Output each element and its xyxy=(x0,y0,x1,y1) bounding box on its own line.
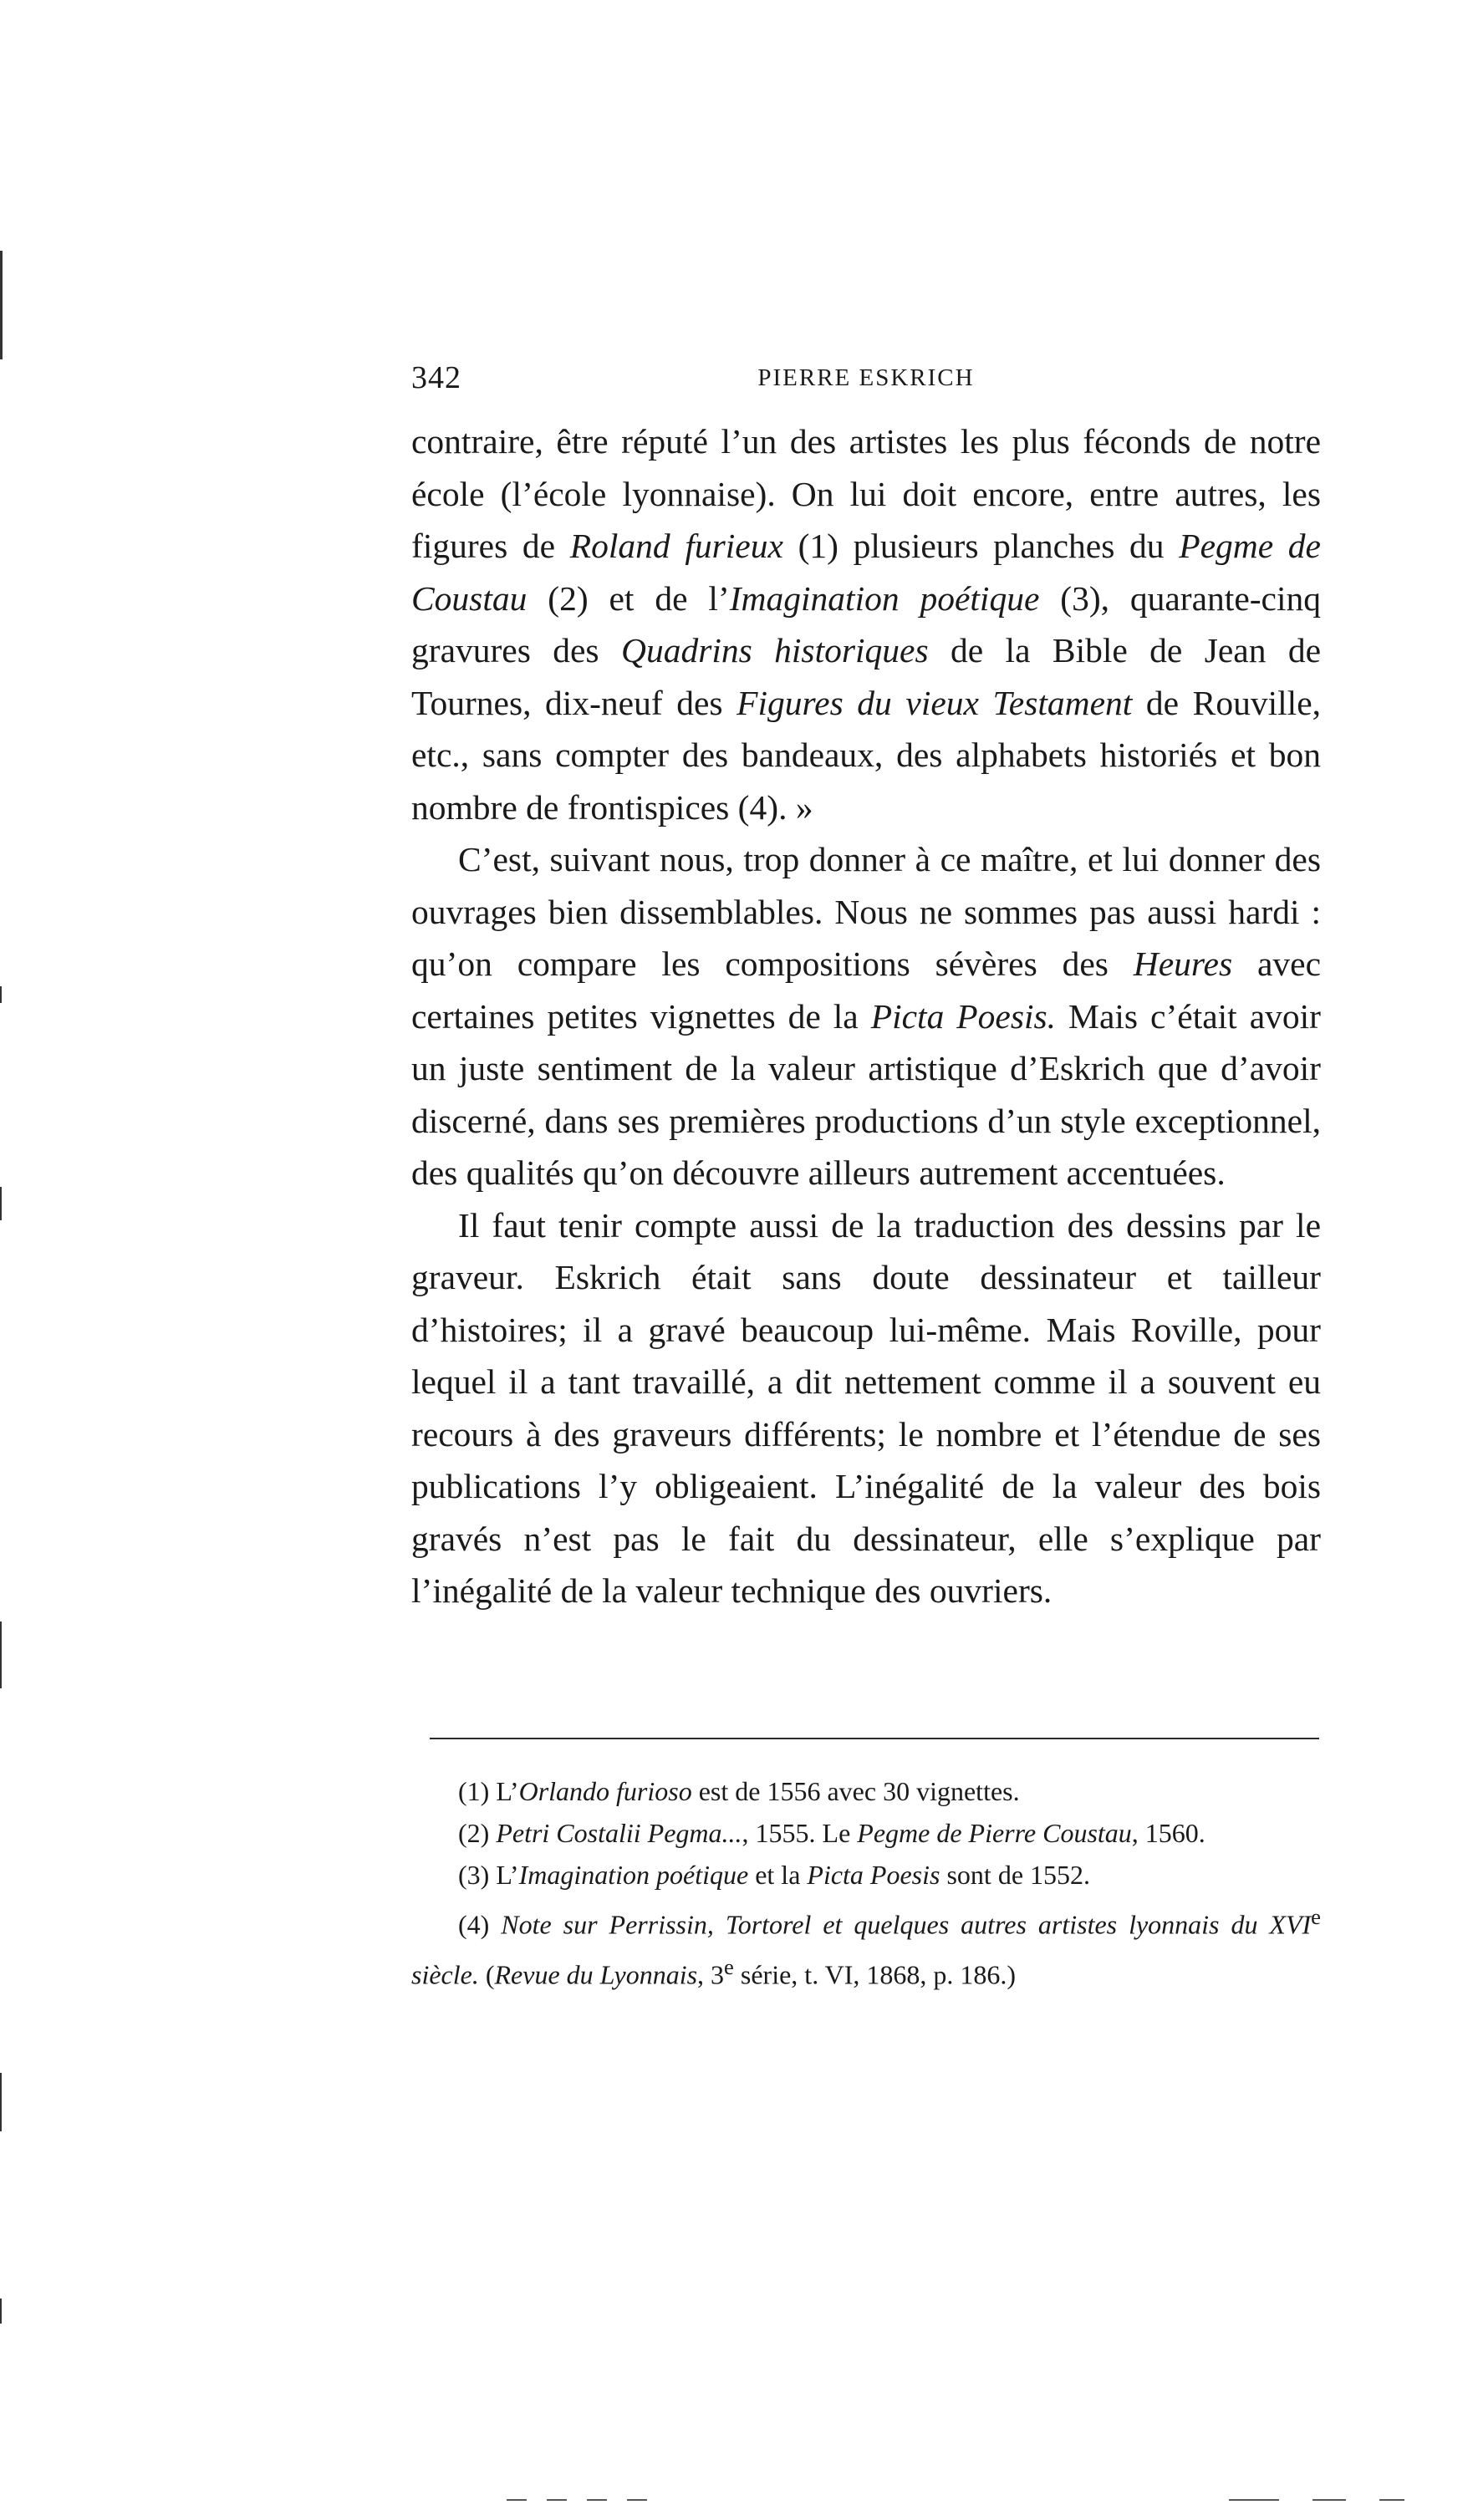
scan-bottom-dash xyxy=(1379,2499,1404,2501)
footnotes xyxy=(411,1770,1321,1995)
italic-title: Roland furieux xyxy=(569,527,783,565)
italic-title: Pegme de Coustau xyxy=(411,527,1321,618)
text-run: avec certaines petites vignettes de la xyxy=(411,944,1321,1036)
text-run: contraire, être réputé l’un des artistes les plus féconds de notre école (l’école lyonnaise). On lui doit encore, entre autres, les figures de xyxy=(411,422,1321,565)
italic-title: siècle. xyxy=(411,1959,479,1990)
scan-edge-mark xyxy=(0,2299,2,2324)
text-run: série, t. VI, 1868, p. 186.) xyxy=(733,1959,1017,1990)
page-number: 342 xyxy=(411,360,461,395)
text-run: (1) plusieurs planches du xyxy=(782,527,1180,565)
scan-edge-mark xyxy=(0,2073,2,2131)
scan-bottom-dash xyxy=(1312,2499,1346,2501)
scan-edge-mark xyxy=(0,986,2,1003)
scan-edge-mark xyxy=(0,1187,2,1220)
italic-title: Pegme de Pierre Coustau xyxy=(857,1818,1132,1848)
text-run: ( xyxy=(478,1959,495,1990)
page-header xyxy=(411,359,1321,410)
text-run: de Rouville, etc., sans compter des bandeaux, des alphabets historiés et bon nombre de frontispices (4). » xyxy=(411,683,1321,827)
italic-title: Imagination poétique xyxy=(729,578,1040,618)
italic-title: Picta Poesis. xyxy=(870,996,1057,1036)
text-run: (3), quarante-cinq gravures des xyxy=(411,578,1322,669)
text-run: C’est, suivant nous, trop donner à ce maître, et lui donner des ouvrages bien dissemblables. Nous ne sommes pas aussi hardi : qu’on compare les compositions sévères des xyxy=(411,840,1321,983)
text-run: (2) et de l’ xyxy=(527,578,730,618)
text-run: de la Bible de Jean de Tournes, dix-neuf des xyxy=(411,631,1322,722)
scan-edge-mark xyxy=(0,251,3,359)
paragraph-2 xyxy=(411,833,1321,1199)
italic-title: Orlando furioso xyxy=(518,1776,692,1806)
text-run: (2) xyxy=(458,1818,497,1848)
scan-bottom-dash xyxy=(507,2499,527,2501)
text-run: Mais c’était avoir un juste sentiment de la valeur artistique d’Eskrich que d’avoir discerné, dans ses premières productions d’un style exceptionnel, des qualités qu’on découvre ailleurs autrement accentuées. xyxy=(411,996,1321,1192)
footnote-1 xyxy=(411,1770,1321,1812)
paragraph-1 xyxy=(411,415,1321,833)
italic-title: Quadrins historiques xyxy=(620,631,929,669)
text-run: , 1560. xyxy=(1131,1818,1205,1848)
scan-bottom-dash xyxy=(547,2499,567,2501)
main-text xyxy=(411,415,1321,1617)
text-run: (3) L’ xyxy=(458,1860,519,1890)
scan-bottom-dash xyxy=(587,2499,607,2501)
text-run: est de 1556 avec 30 vignettes. xyxy=(691,1776,1020,1806)
italic-title: Imagination poétique xyxy=(518,1860,749,1890)
italic-title: Note sur Perrissin, Tortorel et quelques autres artistes lyonnais du XVI xyxy=(501,1909,1312,1940)
footnote-separator xyxy=(430,1738,1319,1739)
superscript: e xyxy=(724,1953,734,1979)
italic-title: Figures du vieux Testament xyxy=(736,683,1133,722)
text-run: et la xyxy=(748,1860,808,1890)
text-run: sont de 1552. xyxy=(940,1860,1091,1890)
scan-bottom-dash xyxy=(1229,2499,1279,2501)
text-run: (4) xyxy=(458,1909,502,1940)
text-run: , 1555. Le xyxy=(742,1818,858,1848)
italic-title: Revue du Lyonnais xyxy=(494,1959,698,1990)
italic-title: Petri Costalii Pegma... xyxy=(496,1818,742,1848)
footnote-4 xyxy=(411,1896,1321,1995)
text-run: (1) L’ xyxy=(458,1776,519,1806)
italic-title: Heures xyxy=(1133,944,1233,983)
paragraph-3 xyxy=(411,1199,1321,1617)
italic-title: Picta Poesis xyxy=(807,1860,940,1890)
superscript: e xyxy=(1311,1904,1322,1929)
footnote-3 xyxy=(411,1854,1321,1896)
running-head: PIERRE ESKRICH xyxy=(757,364,975,391)
text-run: Il faut tenir compte aussi de la traduction des dessins par le graveur. Eskrich était sans doute dessinateur et tailleur d’histoires; il a gravé beaucoup lui-même. Mais Roville, pour lequel il a tant travaillé, a dit nettement comme il a souvent eu recours à des graveurs différents; le nombre et l’étendue de ses publications l’y obligeaient. L’inégalité de la valeur des bois gravés n’est pas le fait du dessinateur, elle s’explique par l’inégalité de la valeur technique des ouvriers. xyxy=(411,1205,1321,1610)
footnote-2 xyxy=(411,1812,1321,1854)
scan-edge-mark xyxy=(0,1621,2,1688)
text-run: , 3 xyxy=(697,1959,725,1990)
scan-bottom-dash xyxy=(627,2499,647,2501)
